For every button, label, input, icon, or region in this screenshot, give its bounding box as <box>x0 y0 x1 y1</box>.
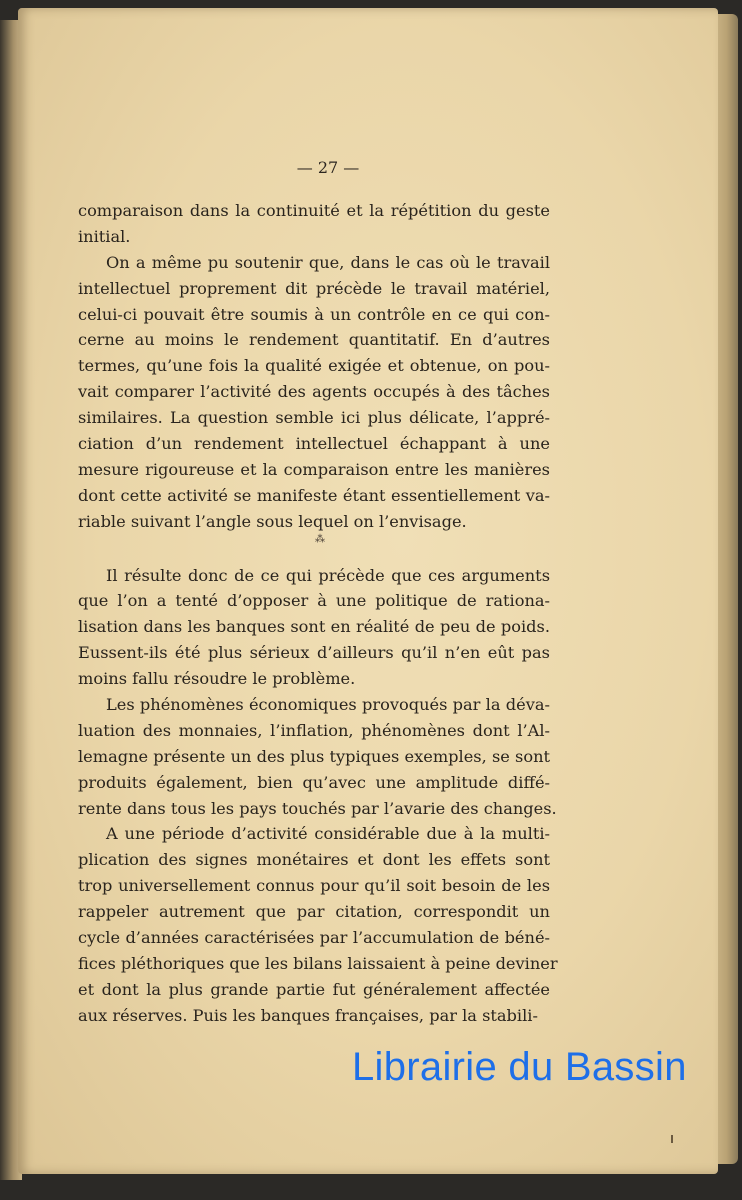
asterism-separator: ⁂ <box>315 533 325 545</box>
text-line: fices pléthoriques que les bilans laissaient à peine deviner <box>78 953 558 973</box>
text-line: que l’on a tenté d’opposer à une politique de rationa- <box>78 591 550 611</box>
text-line: ciation d’un rendement intellectuel échappant à une <box>78 434 550 454</box>
text-line: mesure rigoureuse et la comparaison entre les manières <box>78 459 550 479</box>
text-line: et dont la plus grande partie fut généralement affectée <box>78 979 550 999</box>
text-line: cycle d’années caractérisées par l’accumulation de béné- <box>78 928 550 948</box>
watermark: Librairie du Bassin <box>352 1045 687 1089</box>
text-line: A une période d’activité considérable due à la multi- <box>106 824 550 844</box>
text-line: Eussent-ils été plus sérieux d’ailleurs qu’il n’en eût pas <box>78 643 550 663</box>
text-line: lemagne présente un des plus typiques exemples, se sont <box>78 746 550 766</box>
text-line: lisation dans les banques sont en réalité de peu de poids. <box>78 617 550 637</box>
text-line: similaires. La question semble ici plus délicate, l’appré- <box>78 408 550 428</box>
text-line: On a même pu soutenir que, dans le cas où le travail <box>106 252 550 272</box>
page-number: — 27 — <box>296 158 360 177</box>
text-line: luation des monnaies, l’inflation, phénomènes dont l’Al- <box>78 720 550 740</box>
page-mark <box>671 1135 673 1143</box>
text-line: vait comparer l’activité des agents occupés à des tâches <box>78 382 550 402</box>
text-line: intellectuel proprement dit précède le travail matériel, <box>78 278 550 298</box>
text-line: moins fallu résoudre le problème. <box>78 669 356 689</box>
text-line: trop universellement connus pour qu’il soit besoin de les <box>78 876 550 896</box>
text-line: celui-ci pouvait être soumis à un contrôle en ce qui con- <box>78 304 550 324</box>
text-line: produits également, bien qu’avec une amplitude diffé- <box>78 772 550 792</box>
text-line: termes, qu’une fois la qualité exigée et obtenue, on pou- <box>78 356 550 376</box>
text-line: cerne au moins le rendement quantitatif. En d’autres <box>78 330 550 350</box>
text-line: dont cette activité se manifeste étant essentiellement va- <box>78 485 550 505</box>
body-text <box>78 198 558 1029</box>
text-line: rente dans tous les pays touchés par l’avarie des changes. <box>78 798 557 818</box>
text-line: Les phénomènes économiques provoqués par la déva- <box>106 695 550 715</box>
text-line: rappeler autrement que par citation, correspondit un <box>78 902 550 922</box>
text-line: aux réserves. Puis les banques françaises, par la stabili- <box>78 1005 538 1025</box>
text-line: Il résulte donc de ce qui précède que ces arguments <box>106 565 550 585</box>
text-line: initial. <box>78 226 131 246</box>
text-line: comparaison dans la continuité et la répétition du geste <box>78 201 550 220</box>
text-line: riable suivant l’angle sous lequel on l’envisage. <box>78 511 467 531</box>
text-line: plication des signes monétaires et dont les effets sont <box>78 850 550 870</box>
